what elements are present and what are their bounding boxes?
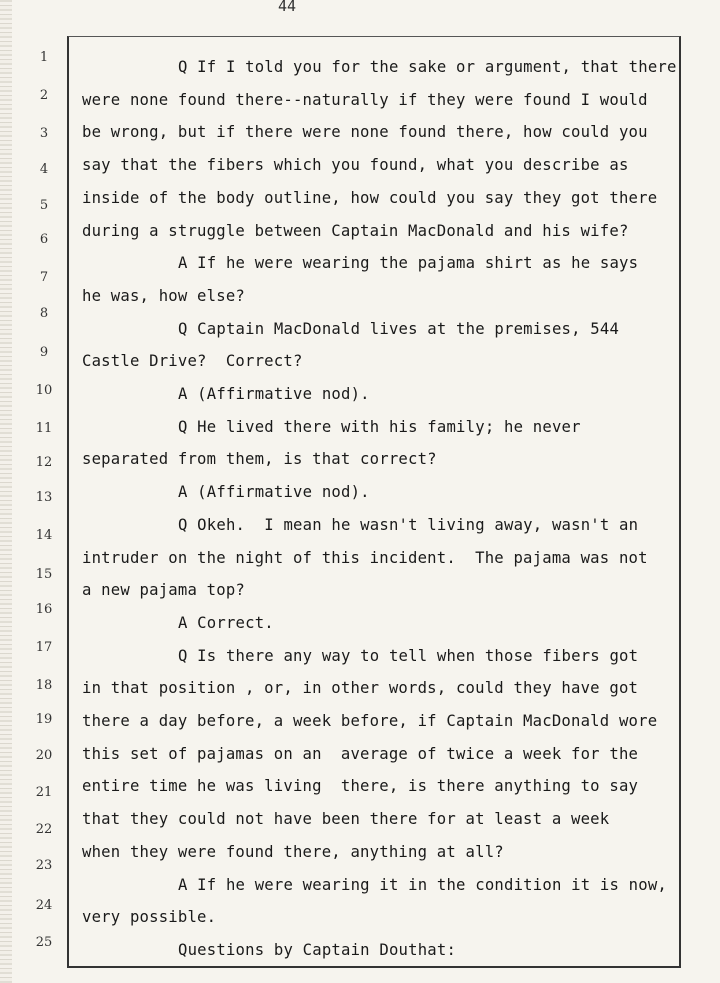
transcript-frame: [67, 36, 681, 968]
transcript-line: be wrong, but if there were none found there, how could you: [82, 123, 648, 142]
transcript-line: that they could not have been there for at least a week: [82, 810, 610, 829]
line-number: 20: [35, 748, 53, 763]
transcript-line: in that position , or, in other words, could they have got: [82, 679, 639, 698]
line-number: 17: [35, 640, 53, 655]
transcript-line: during a struggle between Captain MacDonald and his wife?: [82, 221, 629, 240]
transcript-line: say that the fibers which you found, what you describe as: [82, 156, 629, 175]
line-number: 19: [35, 712, 53, 727]
line-number: 6: [39, 232, 49, 247]
transcript-line: a new pajama top?: [82, 581, 245, 600]
line-number: 23: [35, 858, 53, 873]
line-number: 2: [39, 88, 49, 103]
scan-edge-speckle: [0, 0, 12, 983]
line-number: 10: [35, 383, 53, 398]
transcript-line: Q Captain MacDonald lives at the premises, 544: [178, 319, 620, 338]
transcript-line: A Correct.: [178, 613, 274, 632]
transcript-line: entire time he was living there, is there anything to say: [82, 777, 639, 796]
transcript-line: intruder on the night of this incident. The pajama was not: [82, 548, 648, 567]
transcript-line: Questions by Captain Douthat:: [178, 940, 457, 959]
transcript-line: Q Is there any way to tell when those fibers got: [178, 646, 639, 665]
line-number: 9: [39, 345, 49, 360]
transcript-line: A (Affirmative nod).: [178, 483, 370, 502]
transcript-line: inside of the body outline, how could you say they got there: [82, 188, 658, 207]
transcript-line: he was, how else?: [82, 286, 245, 305]
transcript-line: Q If I told you for the sake or argument, that there: [178, 58, 677, 76]
line-number: 21: [35, 785, 53, 800]
line-number: 16: [35, 602, 53, 617]
transcript-line: Q Okeh. I mean he wasn't living away, wasn't an: [178, 515, 639, 534]
line-number: 3: [39, 126, 49, 141]
line-number: 24: [35, 898, 53, 913]
line-number: 13: [35, 490, 53, 505]
line-number: 5: [39, 198, 49, 213]
transcript-line: Castle Drive? Correct?: [82, 352, 303, 371]
transcript-line: A If he were wearing the pajama shirt as he says: [178, 254, 639, 273]
line-number: 4: [39, 162, 49, 177]
line-number: 18: [35, 678, 53, 693]
line-number: 8: [39, 306, 49, 321]
line-number: 25: [35, 935, 53, 950]
line-number: 1: [39, 50, 49, 65]
line-number: 12: [35, 455, 53, 470]
transcript-line: Q He lived there with his family; he never: [178, 417, 581, 436]
transcript-line: when they were found there, anything at all?: [82, 842, 504, 861]
line-number: 14: [35, 528, 53, 543]
transcript-line: very possible.: [82, 908, 217, 927]
transcript-line: were none found there--naturally if they were found I would: [82, 90, 648, 109]
line-number: 22: [35, 822, 53, 837]
transcript-line: there a day before, a week before, if Captain MacDonald wore: [82, 712, 658, 730]
transcript-line: A If he were wearing it in the condition it is now,: [178, 875, 667, 894]
transcript-line: A (Affirmative nod).: [178, 385, 370, 403]
line-number: 15: [35, 567, 53, 582]
page-number: 44: [278, 0, 297, 15]
transcript-line: separated from them, is that correct?: [82, 450, 437, 469]
transcript-line: this set of pajamas on an average of twice a week for the: [82, 744, 639, 763]
line-number: 11: [35, 421, 53, 436]
line-number: 7: [39, 270, 49, 285]
